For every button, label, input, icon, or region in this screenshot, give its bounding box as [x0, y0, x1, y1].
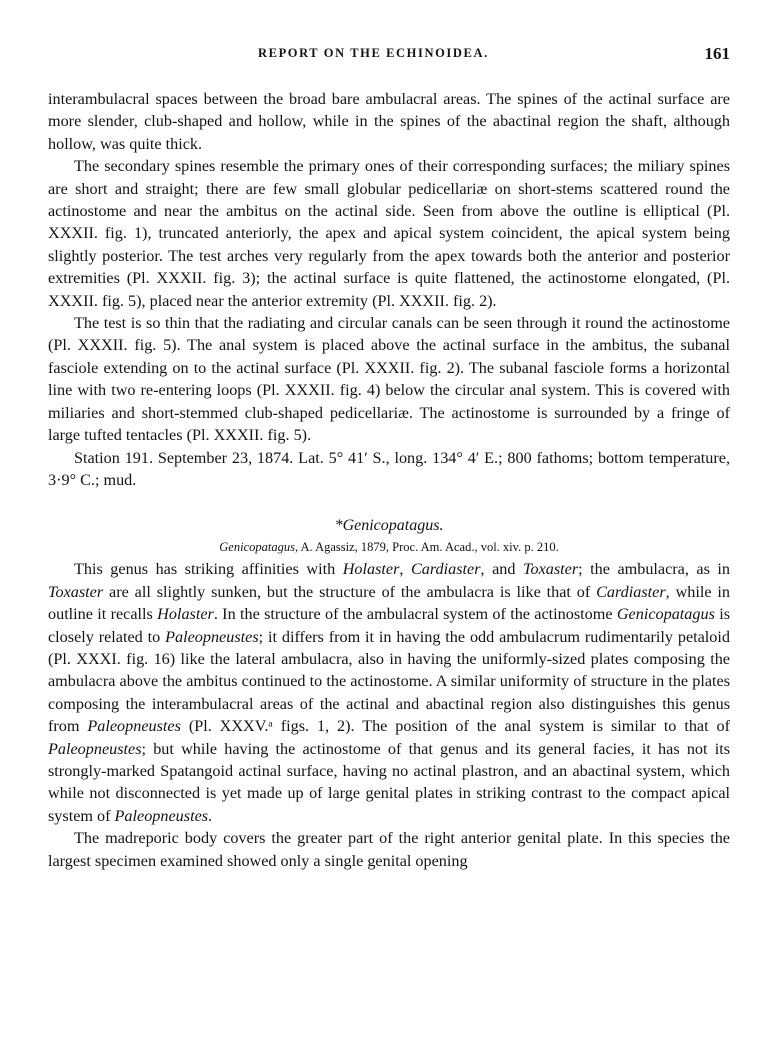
- text-run: , while in outline it recalls: [48, 582, 730, 624]
- genus-name: Genicopatagus: [616, 605, 715, 624]
- genus-name: Toxaster: [48, 582, 104, 601]
- text-run: ,: [399, 560, 411, 579]
- genus-name: Paleopneustes: [87, 717, 181, 736]
- genus-name: Paleopneustes: [114, 806, 209, 825]
- genus-citation: [48, 537, 730, 557]
- paragraph-spines: interambulacral spaces between the broad bare ambulacral areas. The spines of the actinal surface are more slender, club-shaped and hollow, while in the spines of the abactinal region the shaft, although hollow, was quite thick.: [48, 90, 730, 153]
- genus-name: Cardiaster: [596, 582, 666, 601]
- text-run: ; it differs from it in having the odd ambulacrum rudimentarily petaloid (Pl. XXXI. fig. 16) like the lateral ambulacra, also in having the uniformly-sized plates composing the ambulacra above the ambitus continued to the actinostome. A similar uniformity of structure in the plates composing the interambulacral areas of the actinal and abactinal region also distinguishes this genus from: [48, 627, 730, 736]
- paragraph-madreporic-body: The madreporic body covers the greater part of the right anterior genital plate. In this species the largest specimen examined showed only a single genital opening: [48, 829, 730, 870]
- page-number: 161: [704, 44, 730, 63]
- genus-name: Holaster: [157, 605, 214, 624]
- paragraph-test: The test is so thin that the radiating and circular canals can be seen through it round the actinostome (Pl. XXXII. fig. 5). The anal system is placed above the actinal surface in the ambitus, the subanal fasciole extending on to the actinal surface (Pl. XXXII. fig. 2). The subanal fasciole forms a horizontal line with two re-entering loops (Pl. XXXII. fig. 4) below the circular anal system. This is covered with miliaries and short-stemmed club-shaped pedicellariæ. The actinostome is surrounded by a fringe of large tufted tentacles (Pl. XXXII. fig. 5).: [48, 314, 730, 445]
- text-run: This genus has striking affinities with: [74, 560, 343, 579]
- text-run: (Pl. XXXV.ᵃ figs. 1, 2). The position of the anal system is similar to that of: [180, 717, 730, 736]
- paragraph-genus-affinities: [48, 558, 730, 827]
- station-record: Station 191. September 23, 1874. Lat. 5° 41′ S., long. 134° 4′ E.; 800 fathoms; bottom temperature, 3·9° C.; mud.: [48, 448, 730, 489]
- genus-name: Holaster: [342, 560, 400, 579]
- text-run: .: [208, 806, 213, 825]
- genus-name: Paleopneustes: [48, 739, 142, 758]
- genus-heading: *Genicopatagus.: [334, 517, 444, 535]
- text-run: ; the ambulacra, as in: [578, 560, 731, 579]
- genus-name: Toxaster: [522, 560, 579, 579]
- running-title: REPORT ON THE ECHINOIDEA.: [258, 46, 489, 60]
- genus-name: Cardiaster: [410, 560, 481, 579]
- genus-name: Paleopneustes: [165, 627, 259, 646]
- citation-genus-name: Genicopatagus: [219, 540, 295, 555]
- text-run: . In the structure of the ambulacral system of the actinostome: [213, 605, 617, 624]
- text-run: , and: [480, 560, 523, 579]
- body-text: [48, 88, 730, 872]
- page-header: [48, 46, 730, 70]
- paragraph-secondary-spines: The secondary spines resemble the primary ones of their corresponding surfaces; the miliary spines are short and straight; there are few small globular pedicellariæ on short-stems scattered round the actinostome and near the ambitus on the actinal side. Seen from above the outline is elliptical (Pl. XXXII. fig. 1), truncated anteriorly, the apex and apical system coincident, the apical system being slightly posterior. The test arches very regularly from the apex towards both the anterior and posterior extremities (Pl. XXXII. fig. 3); the actinal surface is quite flattened, the actinostome elongated, (Pl. XXXII. fig. 5), placed near the anterior extremity (Pl. XXXII. fig. 2).: [48, 157, 730, 310]
- text-run: ; but while having the actinostome of that genus and its general facies, it has not its strongly-marked Spatangoid actinal surface, having no actinal plastron, and an abactinal system, which while not disconnected is yet made up of large genital plates in striking contrast to the compact apical system of: [48, 739, 730, 825]
- citation-reference: , A. Agassiz, 1879, Proc. Am. Acad., vol. xiv. p. 210.: [294, 540, 559, 555]
- text-run: are all slightly sunken, but the structure of the ambulacra is like that of: [103, 582, 597, 601]
- text-run: is closely related to: [48, 605, 730, 646]
